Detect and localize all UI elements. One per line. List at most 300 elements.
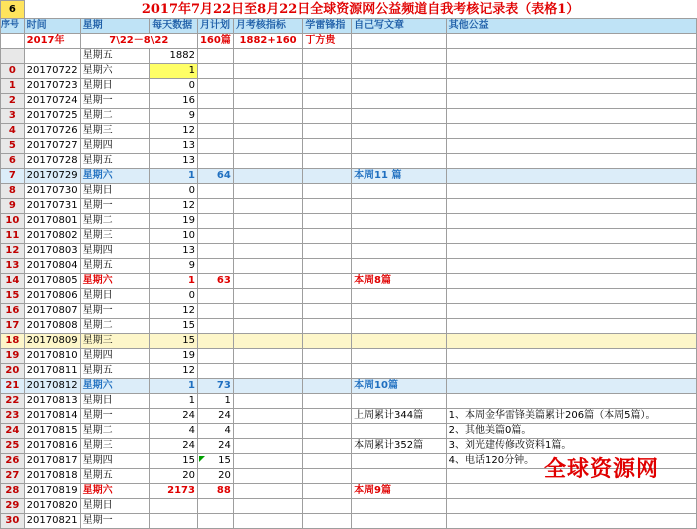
cell-month-target[interactable] (233, 198, 302, 213)
row-number[interactable]: 14 (1, 273, 25, 288)
header-daily[interactable]: 每天数据 (150, 18, 198, 33)
cell-weekday[interactable]: 星期二 (80, 318, 150, 333)
cell-daily-count[interactable]: 15 (150, 333, 198, 348)
header-weekday[interactable]: 星期 (80, 18, 150, 33)
cell-daily-count[interactable]: 12 (150, 123, 198, 138)
cell-daily-count[interactable]: 13 (150, 138, 198, 153)
cell-own-article[interactable] (352, 183, 447, 198)
cell-date[interactable]: 20170815 (24, 423, 80, 438)
cell-daily-count[interactable]: 9 (150, 258, 198, 273)
cell-own-article[interactable] (352, 198, 447, 213)
header-own-article[interactable]: 自己写文章 (352, 18, 447, 33)
cell-month-plan[interactable]: 88 (197, 483, 233, 498)
cell-daily-count[interactable]: 1 (150, 168, 198, 183)
cell-daily-count[interactable]: 12 (150, 363, 198, 378)
cell-month-target[interactable] (233, 183, 302, 198)
cell-month-plan[interactable]: 73 (197, 378, 233, 393)
cell-month-plan[interactable] (197, 288, 233, 303)
cell-weekday[interactable]: 星期日 (80, 288, 150, 303)
sub-empty-1[interactable] (352, 33, 447, 48)
header-month-plan[interactable]: 月计划 (197, 18, 233, 33)
cell-xueleifeng[interactable] (303, 483, 352, 498)
cell-month-plan[interactable]: 1 (197, 393, 233, 408)
cell-xueleifeng[interactable] (303, 498, 352, 513)
cell-own-article[interactable] (352, 468, 447, 483)
cell-daily-count[interactable]: 1 (150, 378, 198, 393)
row-number[interactable]: 9 (1, 198, 25, 213)
base-daily[interactable]: 1882 (150, 48, 198, 63)
cell-weekday[interactable]: 星期日 (80, 183, 150, 198)
row-number[interactable]: 3 (1, 108, 25, 123)
cell-month-plan[interactable] (197, 138, 233, 153)
cell-date[interactable]: 20170818 (24, 468, 80, 483)
cell-daily-count[interactable]: 1 (150, 63, 198, 78)
cell-weekday[interactable]: 星期六 (80, 273, 150, 288)
header-other-welfare[interactable]: 其他公益 (446, 18, 696, 33)
cell-own-article[interactable] (352, 243, 447, 258)
cell-month-target[interactable] (233, 213, 302, 228)
cell-month-target[interactable] (233, 453, 302, 468)
row-header-blank[interactable] (1, 48, 25, 63)
cell-own-article[interactable] (352, 108, 447, 123)
cell-month-target[interactable] (233, 243, 302, 258)
cell-month-target[interactable] (233, 108, 302, 123)
cell-date[interactable]: 20170812 (24, 378, 80, 393)
cell-month-plan[interactable] (197, 93, 233, 108)
cell-own-article[interactable] (352, 348, 447, 363)
cell-month-plan[interactable] (197, 513, 233, 528)
cell-daily-count[interactable]: 19 (150, 348, 198, 363)
cell-other-welfare[interactable] (446, 123, 696, 138)
cell-xueleifeng[interactable] (303, 63, 352, 78)
cell-month-plan[interactable] (197, 318, 233, 333)
cell-own-article[interactable] (352, 93, 447, 108)
cell-month-plan[interactable] (197, 108, 233, 123)
cell-month-plan[interactable] (197, 198, 233, 213)
cell-other-welfare[interactable]: 4、电话120分钟。 (446, 453, 696, 468)
cell-weekday[interactable]: 星期六 (80, 378, 150, 393)
cell-other-welfare[interactable] (446, 213, 696, 228)
cell-own-article[interactable] (352, 498, 447, 513)
cell-own-article[interactable] (352, 318, 447, 333)
cell-xueleifeng[interactable] (303, 168, 352, 183)
cell-other-welfare[interactable] (446, 108, 696, 123)
cell-weekday[interactable]: 星期四 (80, 453, 150, 468)
cell-date[interactable]: 20170802 (24, 228, 80, 243)
cell-month-plan[interactable] (197, 153, 233, 168)
row-number[interactable]: 23 (1, 408, 25, 423)
cell-daily-count[interactable]: 1 (150, 273, 198, 288)
cell-month-target[interactable] (233, 228, 302, 243)
cell-daily-count[interactable]: 12 (150, 303, 198, 318)
cell-weekday[interactable]: 星期五 (80, 258, 150, 273)
cell-own-article[interactable] (352, 513, 447, 528)
cell-month-plan[interactable] (197, 78, 233, 93)
cell-weekday[interactable]: 星期六 (80, 63, 150, 78)
cell-month-target[interactable] (233, 63, 302, 78)
cell-month-plan[interactable] (197, 213, 233, 228)
row-number[interactable]: 27 (1, 468, 25, 483)
base-weekday[interactable]: 星期五 (80, 48, 150, 63)
cell-month-target[interactable] (233, 438, 302, 453)
cell-xueleifeng[interactable] (303, 378, 352, 393)
cell-other-welfare[interactable] (446, 498, 696, 513)
cell-other-welfare[interactable]: 2、其他美篇0篇。 (446, 423, 696, 438)
cell-xueleifeng[interactable] (303, 468, 352, 483)
cell-daily-count[interactable]: 9 (150, 108, 198, 123)
cell-weekday[interactable]: 星期四 (80, 348, 150, 363)
cell-daily-count[interactable]: 10 (150, 228, 198, 243)
cell-other-welfare[interactable] (446, 363, 696, 378)
cell-other-welfare[interactable] (446, 138, 696, 153)
base-empty[interactable] (352, 48, 447, 63)
cell-own-article[interactable]: 本周累计352篇 (352, 438, 447, 453)
cell-daily-count[interactable]: 15 (150, 318, 198, 333)
cell-month-plan[interactable] (197, 348, 233, 363)
cell-date[interactable]: 20170727 (24, 138, 80, 153)
cell-date[interactable]: 20170723 (24, 78, 80, 93)
cell-date[interactable]: 20170810 (24, 348, 80, 363)
cell-month-target[interactable] (233, 393, 302, 408)
cell-own-article[interactable] (352, 153, 447, 168)
cell-date[interactable]: 20170805 (24, 273, 80, 288)
cell-other-welfare[interactable] (446, 318, 696, 333)
cell-month-plan[interactable] (197, 498, 233, 513)
cell-daily-count[interactable] (150, 513, 198, 528)
cell-daily-count[interactable]: 15 (150, 453, 198, 468)
row-number[interactable]: 26 (1, 453, 25, 468)
row-number[interactable]: 13 (1, 258, 25, 273)
cell-other-welfare[interactable] (446, 168, 696, 183)
cell-xueleifeng[interactable] (303, 153, 352, 168)
cell-date[interactable]: 20170731 (24, 198, 80, 213)
cell-month-plan[interactable] (197, 243, 233, 258)
row-number[interactable]: 0 (1, 63, 25, 78)
cell-xueleifeng[interactable] (303, 363, 352, 378)
row-number[interactable]: 11 (1, 228, 25, 243)
cell-daily-count[interactable]: 24 (150, 438, 198, 453)
cell-month-plan[interactable] (197, 303, 233, 318)
cell-month-target[interactable] (233, 93, 302, 108)
cell-own-article[interactable]: 本周11 篇 (352, 168, 447, 183)
cell-weekday[interactable]: 星期五 (80, 468, 150, 483)
cell-weekday[interactable]: 星期三 (80, 333, 150, 348)
cell-month-target[interactable] (233, 483, 302, 498)
cell-xueleifeng[interactable] (303, 183, 352, 198)
cell-own-article[interactable] (352, 453, 447, 468)
cell-date[interactable]: 20170819 (24, 483, 80, 498)
row-number[interactable]: 30 (1, 513, 25, 528)
cell-weekday[interactable]: 星期三 (80, 228, 150, 243)
cell-other-welfare[interactable] (446, 303, 696, 318)
cell-date[interactable]: 20170804 (24, 258, 80, 273)
cell-weekday[interactable]: 星期三 (80, 123, 150, 138)
row-number[interactable]: 24 (1, 423, 25, 438)
sub-range[interactable]: 7\22－8\22 (80, 33, 197, 48)
cell-month-target[interactable] (233, 78, 302, 93)
row-number[interactable]: 22 (1, 393, 25, 408)
cell-month-plan[interactable]: 20 (197, 468, 233, 483)
cell-daily-count[interactable]: 13 (150, 153, 198, 168)
cell-other-welfare[interactable] (446, 198, 696, 213)
cell-date[interactable]: 20170811 (24, 363, 80, 378)
cell-weekday[interactable]: 星期二 (80, 423, 150, 438)
cell-own-article[interactable] (352, 78, 447, 93)
cell-own-article[interactable] (352, 288, 447, 303)
cell-month-target[interactable] (233, 288, 302, 303)
cell-other-welfare[interactable] (446, 378, 696, 393)
cell-weekday[interactable]: 星期日 (80, 393, 150, 408)
row-number[interactable]: 21 (1, 378, 25, 393)
cell-date[interactable]: 20170724 (24, 93, 80, 108)
cell-month-plan[interactable]: 24 (197, 438, 233, 453)
row-number[interactable]: 6 (1, 153, 25, 168)
cell-weekday[interactable]: 星期二 (80, 213, 150, 228)
row-number[interactable]: 4 (1, 123, 25, 138)
cell-xueleifeng[interactable] (303, 288, 352, 303)
cell-xueleifeng[interactable] (303, 198, 352, 213)
cell-month-target[interactable] (233, 273, 302, 288)
cell-xueleifeng[interactable] (303, 408, 352, 423)
base-empty[interactable] (446, 48, 696, 63)
cell-daily-count[interactable] (150, 498, 198, 513)
cell-own-article[interactable]: 上周累计344篇 (352, 408, 447, 423)
cell-month-target[interactable] (233, 363, 302, 378)
cell-weekday[interactable]: 星期一 (80, 303, 150, 318)
cell-other-welfare[interactable]: 3、刘光建传修改资料1篇。 (446, 438, 696, 453)
cell-daily-count[interactable]: 12 (150, 198, 198, 213)
row-number[interactable]: 12 (1, 243, 25, 258)
cell-month-plan[interactable]: 4 (197, 423, 233, 438)
cell-own-article[interactable] (352, 213, 447, 228)
cell-date[interactable]: 20170806 (24, 288, 80, 303)
sub-year[interactable]: 2017年 (24, 33, 80, 48)
cell-other-welfare[interactable] (446, 93, 696, 108)
cell-date[interactable]: 20170730 (24, 183, 80, 198)
cell-xueleifeng[interactable] (303, 258, 352, 273)
cell-weekday[interactable]: 星期四 (80, 243, 150, 258)
cell-month-plan[interactable] (197, 228, 233, 243)
base-empty[interactable] (233, 48, 302, 63)
sub-target[interactable]: 1882+160 (233, 33, 302, 48)
cell-date[interactable]: 20170729 (24, 168, 80, 183)
cell-date[interactable]: 20170814 (24, 408, 80, 423)
corner-cell[interactable]: 6 (1, 1, 25, 19)
cell-month-target[interactable] (233, 423, 302, 438)
row-number[interactable]: 19 (1, 348, 25, 363)
cell-xueleifeng[interactable] (303, 453, 352, 468)
cell-month-plan[interactable] (197, 63, 233, 78)
cell-own-article[interactable] (352, 63, 447, 78)
cell-own-article[interactable]: 本周10篇 (352, 378, 447, 393)
cell-own-article[interactable] (352, 138, 447, 153)
header-time[interactable]: 时间 (24, 18, 80, 33)
cell-other-welfare[interactable] (446, 258, 696, 273)
cell-daily-count[interactable]: 0 (150, 288, 198, 303)
base-empty[interactable] (303, 48, 352, 63)
row-number[interactable]: 7 (1, 168, 25, 183)
cell-xueleifeng[interactable] (303, 303, 352, 318)
cell-date[interactable]: 20170820 (24, 498, 80, 513)
cell-month-target[interactable] (233, 513, 302, 528)
cell-month-plan[interactable] (197, 363, 233, 378)
cell-xueleifeng[interactable] (303, 93, 352, 108)
cell-daily-count[interactable]: 4 (150, 423, 198, 438)
cell-own-article[interactable] (352, 258, 447, 273)
cell-daily-count[interactable]: 0 (150, 183, 198, 198)
cell-weekday[interactable]: 星期日 (80, 498, 150, 513)
cell-weekday[interactable]: 星期四 (80, 138, 150, 153)
base-date[interactable] (24, 48, 80, 63)
cell-own-article[interactable] (352, 423, 447, 438)
cell-other-welfare[interactable] (446, 273, 696, 288)
cell-xueleifeng[interactable] (303, 78, 352, 93)
cell-other-welfare[interactable] (446, 288, 696, 303)
cell-other-welfare[interactable] (446, 228, 696, 243)
cell-weekday[interactable]: 星期六 (80, 168, 150, 183)
cell-daily-count[interactable]: 24 (150, 408, 198, 423)
cell-month-target[interactable] (233, 258, 302, 273)
cell-date[interactable]: 20170722 (24, 63, 80, 78)
cell-own-article[interactable]: 本周9篇 (352, 483, 447, 498)
cell-daily-count[interactable]: 20 (150, 468, 198, 483)
cell-month-target[interactable] (233, 138, 302, 153)
row-number[interactable]: 8 (1, 183, 25, 198)
cell-own-article[interactable] (352, 228, 447, 243)
cell-weekday[interactable]: 星期日 (80, 78, 150, 93)
cell-other-welfare[interactable] (446, 393, 696, 408)
cell-month-target[interactable] (233, 303, 302, 318)
cell-date[interactable]: 20170728 (24, 153, 80, 168)
cell-daily-count[interactable]: 2173 (150, 483, 198, 498)
cell-weekday[interactable]: 星期一 (80, 198, 150, 213)
cell-xueleifeng[interactable] (303, 423, 352, 438)
cell-xueleifeng[interactable] (303, 333, 352, 348)
row-number[interactable]: 16 (1, 303, 25, 318)
cell-date[interactable]: 20170808 (24, 318, 80, 333)
cell-weekday[interactable]: 星期五 (80, 363, 150, 378)
cell-xueleifeng[interactable] (303, 228, 352, 243)
row-header-blank[interactable] (1, 33, 25, 48)
cell-weekday[interactable]: 星期一 (80, 93, 150, 108)
cell-date[interactable]: 20170726 (24, 123, 80, 138)
cell-month-target[interactable] (233, 123, 302, 138)
cell-daily-count[interactable]: 16 (150, 93, 198, 108)
header-xueleifeng[interactable]: 学雷锋指 (303, 18, 352, 33)
cell-xueleifeng[interactable] (303, 438, 352, 453)
cell-xueleifeng[interactable] (303, 108, 352, 123)
cell-xueleifeng[interactable] (303, 273, 352, 288)
cell-date[interactable]: 20170803 (24, 243, 80, 258)
cell-date[interactable]: 20170817 (24, 453, 80, 468)
row-number[interactable]: 29 (1, 498, 25, 513)
cell-other-welfare[interactable] (446, 348, 696, 363)
cell-date[interactable]: 20170813 (24, 393, 80, 408)
cell-date[interactable]: 20170807 (24, 303, 80, 318)
cell-date[interactable]: 20170816 (24, 438, 80, 453)
row-number[interactable]: 20 (1, 363, 25, 378)
cell-month-plan[interactable]: 15 (197, 453, 233, 468)
cell-weekday[interactable]: 星期二 (80, 108, 150, 123)
cell-other-welfare[interactable] (446, 483, 696, 498)
row-number[interactable]: 5 (1, 138, 25, 153)
row-number[interactable]: 28 (1, 483, 25, 498)
cell-month-target[interactable] (233, 153, 302, 168)
cell-month-target[interactable] (233, 168, 302, 183)
cell-xueleifeng[interactable] (303, 393, 352, 408)
header-seq[interactable]: 序号 (1, 18, 25, 33)
cell-other-welfare[interactable] (446, 153, 696, 168)
cell-daily-count[interactable]: 13 (150, 243, 198, 258)
cell-daily-count[interactable]: 0 (150, 78, 198, 93)
sub-empty-2[interactable] (446, 33, 696, 48)
cell-month-plan[interactable] (197, 123, 233, 138)
cell-weekday[interactable]: 星期三 (80, 438, 150, 453)
sub-plan[interactable]: 160篇 (197, 33, 233, 48)
cell-own-article[interactable] (352, 333, 447, 348)
sub-person[interactable]: 丁方贵 (303, 33, 352, 48)
cell-date[interactable]: 20170821 (24, 513, 80, 528)
cell-other-welfare[interactable] (446, 183, 696, 198)
cell-other-welfare[interactable] (446, 333, 696, 348)
cell-month-plan[interactable] (197, 183, 233, 198)
cell-date[interactable]: 20170801 (24, 213, 80, 228)
cell-other-welfare[interactable] (446, 243, 696, 258)
row-number[interactable]: 18 (1, 333, 25, 348)
cell-month-plan[interactable]: 24 (197, 408, 233, 423)
cell-date[interactable]: 20170809 (24, 333, 80, 348)
row-number[interactable]: 17 (1, 318, 25, 333)
cell-daily-count[interactable]: 1 (150, 393, 198, 408)
cell-own-article[interactable] (352, 363, 447, 378)
cell-xueleifeng[interactable] (303, 318, 352, 333)
cell-xueleifeng[interactable] (303, 513, 352, 528)
cell-other-welfare[interactable] (446, 78, 696, 93)
cell-own-article[interactable] (352, 303, 447, 318)
row-number[interactable]: 2 (1, 93, 25, 108)
cell-month-target[interactable] (233, 408, 302, 423)
cell-month-target[interactable] (233, 498, 302, 513)
cell-month-target[interactable] (233, 318, 302, 333)
cell-month-plan[interactable] (197, 333, 233, 348)
cell-xueleifeng[interactable] (303, 348, 352, 363)
header-month-target[interactable]: 月考核指标 (233, 18, 302, 33)
cell-weekday[interactable]: 星期一 (80, 408, 150, 423)
base-empty[interactable] (197, 48, 233, 63)
cell-xueleifeng[interactable] (303, 138, 352, 153)
cell-own-article[interactable] (352, 123, 447, 138)
cell-month-target[interactable] (233, 468, 302, 483)
cell-xueleifeng[interactable] (303, 243, 352, 258)
cell-date[interactable]: 20170725 (24, 108, 80, 123)
cell-other-welfare[interactable] (446, 513, 696, 528)
cell-other-welfare[interactable] (446, 63, 696, 78)
cell-own-article[interactable] (352, 393, 447, 408)
cell-month-plan[interactable] (197, 258, 233, 273)
cell-month-plan[interactable]: 64 (197, 168, 233, 183)
row-number[interactable]: 10 (1, 213, 25, 228)
cell-other-welfare[interactable]: 1、本周金华雷锋美篇累计206篇（本周5篇）。 (446, 408, 696, 423)
cell-month-plan[interactable]: 63 (197, 273, 233, 288)
row-number[interactable]: 1 (1, 78, 25, 93)
cell-xueleifeng[interactable] (303, 123, 352, 138)
row-number[interactable]: 25 (1, 438, 25, 453)
cell-daily-count[interactable]: 19 (150, 213, 198, 228)
cell-own-article[interactable]: 本周8篇 (352, 273, 447, 288)
cell-xueleifeng[interactable] (303, 213, 352, 228)
cell-month-target[interactable] (233, 378, 302, 393)
cell-weekday[interactable]: 星期一 (80, 513, 150, 528)
